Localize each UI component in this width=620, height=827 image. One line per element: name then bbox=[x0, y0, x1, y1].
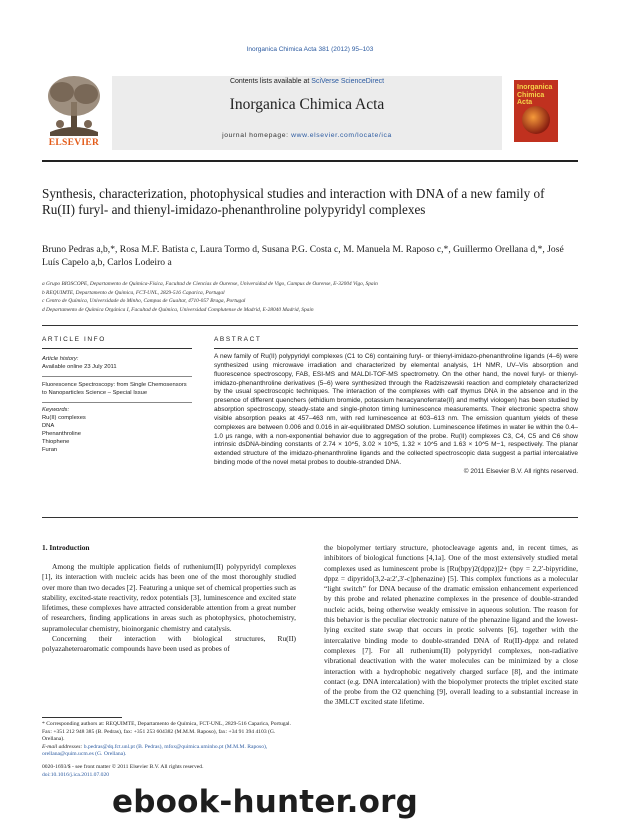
doi-link[interactable]: doi:10.1016/j.ica.2011.07.020 bbox=[42, 771, 110, 778]
watermark-text: ebook-hunter.org bbox=[112, 784, 418, 820]
sciencedirect-link[interactable]: SciVerse ScienceDirect bbox=[311, 78, 385, 85]
intro-left-column bbox=[42, 562, 296, 655]
homepage-prefix: journal homepage: bbox=[222, 132, 292, 139]
contents-line bbox=[112, 78, 502, 85]
journal-banner bbox=[112, 76, 502, 150]
keywords-label: Keywords: bbox=[42, 407, 70, 414]
keyword-item: DNA bbox=[42, 423, 55, 430]
abstract-bottom-rule bbox=[42, 517, 578, 518]
cover-title: Inorganica Chimica Acta bbox=[517, 84, 553, 106]
affiliations-rule bbox=[42, 325, 578, 326]
special-issue-note: Fluorescence Spectroscopy: from Single Chemosensors to Nanoparticles Science – Special Issue bbox=[42, 381, 187, 396]
history-date: Available online 23 July 2011 bbox=[42, 364, 117, 370]
intro-paragraph-3: the biopolymer tertiary structure, photocleavage agents and, in recent times, as inhibitors of biological functions [4,1a]. One of the most extensively studied metal complexes used as luminescent probe is [Ru(bpy)2(dppz)]2+ (bpy = 2,2′-bipyridine, dppz = dipyrido[3,2-a:2′,3′-c]phenazine) [5]. This complex functions as a molecular “light switch” for DNA because of the dramatic emission enhancement experienced by this probe and related phenazine complexes in the presence of double-stranded nucleic acids, being otherwise weakly emissive in aqueous solution. The reason for this behavior is the peculiar electronic nature of the phenazine ligand and the lowest-lying excited state swap that occurs in protic solvents [6], together with the intercalative binding mode to double-stranded DNA of Ru(II)-dppz and related complexes [7]. For all ruthenium(II) polypyridyl complexes, non-radiative vibrational deactivation with the water molecules can be minimized by a close interaction with a hydrophobic negatively charged surface [8], and the intimate contact (e.g. DNA intercalation) with the biopolymer protects the triplet excited state of the probe from the O2 quenching [9], overall leading to a substantial increase in the 3MLCT excited state lifetime. bbox=[324, 543, 578, 707]
keyword-item: Furan bbox=[42, 447, 58, 454]
author-list: Bruno Pedras a,b,*, Rosa M.F. Batista c, Laura Tormo d, Susana P.G. Costa c, M. Manuela M. Raposo c,*, Guillermo Orellana d,*, José Luís Capelo a,b, Carlos Lodeiro a bbox=[42, 244, 564, 268]
abstract-rule bbox=[214, 348, 578, 349]
keyword-item: Ru(II) complexes bbox=[42, 415, 86, 422]
corresponding-text: * Corresponding authors at: REQUIMTE, Departamento de Química, FCT-UNL, 2829-516 Caparica, Portugal. Fax: +351 212 948 385 (B. Pedras), fax: +351 253 604382 (M.M.M. Raposo), fax: +34 91 394 4103 (G. Orellana). bbox=[42, 721, 291, 742]
journal-citation[interactable]: Inorganica Chimica Acta 381 (2012) 95–103 bbox=[246, 46, 374, 53]
affiliation-a: a Grupo BIOSCOPE, Departamento de Química-Física, Facultad de Ciencias de Ourense, Universidad de Vigo, Campus de Ourense, E-32004 Vigo, Spain bbox=[42, 281, 378, 287]
keyword-item: Thiophene bbox=[42, 439, 70, 446]
cover-image bbox=[522, 106, 550, 134]
email-links[interactable]: b.pedras@dq.fct.unl.pt (B. Pedras), mfox@quimica.uminho.pt (M.M.M. Raposo), orellana@quim.ucm.es (G. Orellana). bbox=[42, 743, 268, 757]
introduction-heading: 1. Introduction bbox=[42, 543, 90, 552]
keyword-item: Phenanthroline bbox=[42, 431, 81, 438]
article-title: Synthesis, characterization, photophysical studies and interaction with DNA of a new family of Ru(II) furyl- and thienyl-imidazo-phenanthroline polypyridyl complexes bbox=[42, 186, 545, 217]
affiliation-c: c Centro de Química, Universidade do Minho, Campus de Gualtar, 4710-057 Braga, Portugal bbox=[42, 298, 246, 304]
homepage-link[interactable]: www.elsevier.com/locate/ica bbox=[291, 132, 392, 139]
elsevier-tree-logo bbox=[42, 72, 106, 148]
affiliation-b: b REQUIMTE, Departamento de Química, FCT-UNL, 2829-516 Caparica, Portugal bbox=[42, 289, 225, 296]
email-line bbox=[42, 744, 296, 759]
affiliation-d: d Departamento de Química Orgánica I, Facultad de Química, Universidad Complutense de Madrid, E-28040 Madrid, Spain bbox=[42, 306, 314, 313]
email-label: E-mail addresses: bbox=[42, 743, 84, 750]
abstract-heading: ABSTRACT bbox=[214, 336, 262, 343]
abstract-body bbox=[214, 353, 578, 477]
info-divider bbox=[42, 376, 192, 377]
affiliations bbox=[42, 280, 578, 314]
article-info-heading: ARTICLE INFO bbox=[42, 336, 106, 343]
abstract-copyright: © 2011 Elsevier B.V. All rights reserved. bbox=[463, 467, 578, 475]
footnote-rule bbox=[42, 717, 122, 718]
contents-prefix: Contents lists available at bbox=[229, 78, 312, 85]
publisher-logo-text: ELSEVIER bbox=[48, 138, 100, 148]
masthead-rule bbox=[42, 160, 578, 162]
journal-cover-thumbnail bbox=[514, 80, 558, 142]
issn-line: 0020-1693/$ - see front matter © 2011 Elsevier B.V. All rights reserved. bbox=[42, 764, 204, 770]
article-info bbox=[42, 355, 192, 454]
article-info-rule bbox=[42, 348, 192, 349]
info-divider-2 bbox=[42, 402, 192, 403]
history-label: Article history: bbox=[42, 356, 79, 362]
intro-right-column bbox=[324, 543, 578, 708]
corresponding-author-footnote bbox=[42, 721, 296, 759]
front-matter bbox=[42, 764, 296, 779]
journal-name: Inorganica Chimica Acta bbox=[229, 96, 385, 113]
journal-homepage bbox=[112, 132, 502, 139]
masthead bbox=[42, 72, 580, 154]
intro-paragraph-2: Concerning their interaction with biological structures, Ru(II) polyazaheteroaromatic compounds have been used as probes of bbox=[42, 634, 296, 654]
abstract-text: A new family of Ru(II) polypyridyl complexes (C1 to C6) containing furyl- or thienyl-imidazo-phenanthroline ligands (4–6) were synthesized using microwave irradiation and characterized by elemental analysis, 1H NMR, UV–Vis absorption and fluorescence spectroscopy, FAB, ESI-MS and MALDI-TOF-MS spectrometry. On the other hand, the novel furyl- or thienyl-imidazo-phenanthroline derivatives (5–6) were synthesized through the Radziszewski reaction and completely characterized by the usual spectroscopic techniques. The interaction of the complexes with calf thymus DNA in the absence and in the presence of different quenchers (ethidium bromide, potassium hexacyanoferrate(II) and methyl viologen) has been studied by absorption spectroscopy, steady-state and single-photon timing luminescence measurements. Their electronic spectra show visible absorption peaks at 457–463 nm, with red luminescence at 603–613 nm. The emission quantum yields of these complexes are between 0.006 and 0.016 in air-equilibrated DMSO solution. Luminescence lifetimes in water lie within the 0.4–1.0 μs range, with a non-exponential behavior due to aggregation of the probe. Ru(II) complexes C3, C4, C5 and C6 show intrinsic dsDNA-binding constants of 2.74 × 10^5, 3.02 × 10^5, 1.32 × 10^5 and 1.63 × 10^5 M−1, respectively. The planar extended structure of the imidazo-phenanthroline ligands and the collected spectroscopic data suggest a partial intercalative binding mode of the novel metal probes to double-stranded DNA. bbox=[214, 353, 578, 467]
intro-paragraph-1: Among the multiple application fields of ruthenium(II) polypyridyl complexes [1], its interaction with nucleic acids has been one of the most thoroughly studied over more than two decades [2]. Featuring a unique set of chemical properties such as stability, excited-state reactivity, redox potentials [3], luminescence and excited state lifetimes, these complexes have attracted considerable attention from a great number of researchers, finding applications in areas such as photophysics, photochemistry, supramolecular chemistry, bioinorganic chemistry and catalysis. bbox=[42, 562, 296, 633]
